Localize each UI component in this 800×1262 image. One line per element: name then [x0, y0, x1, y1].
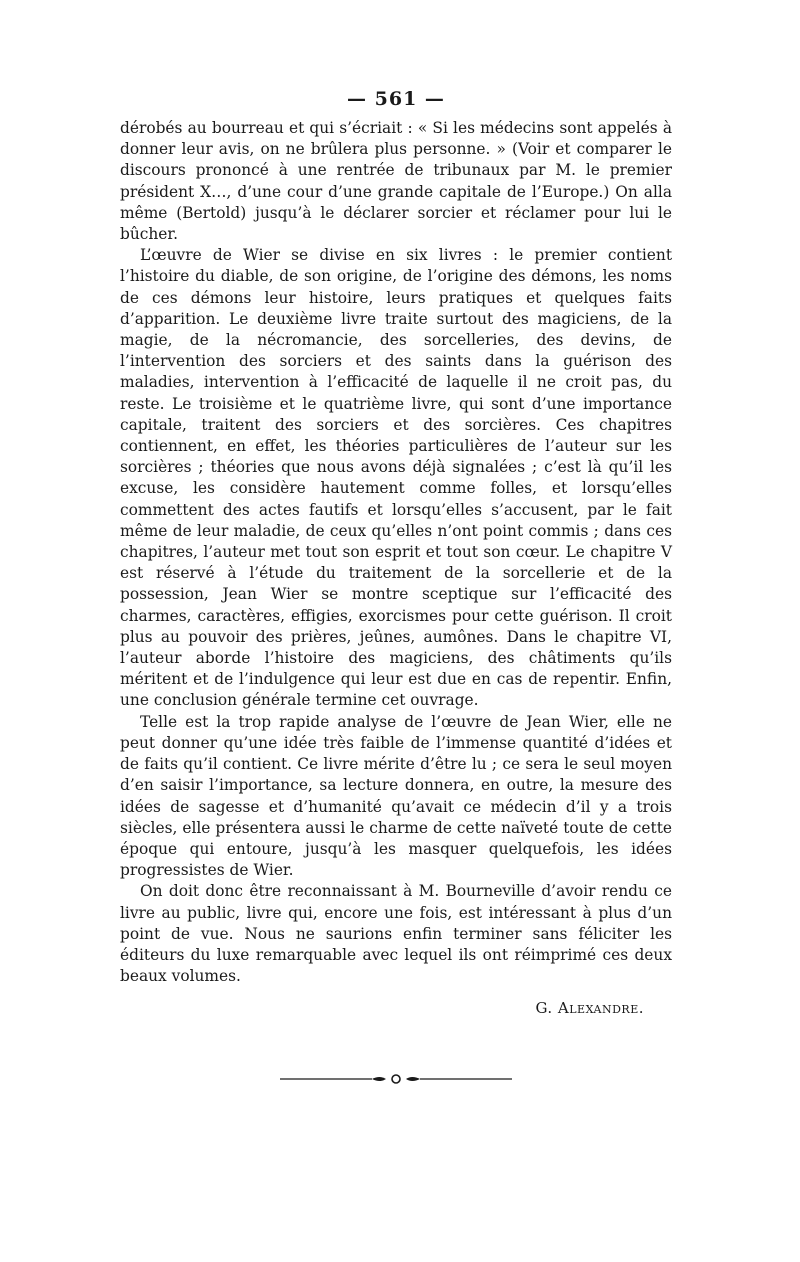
paragraph-1: dérobés au bourreau et qui s’écriait : « Si les médecins sont appelés à donner leur avis, on ne brûlera plus personne. » (Voir et comparer le discours prononcé à une rentrée de tribunaux par M. le premier président X…, d’une cour d’une grande capitale de l’Europe.) On alla même (Bertold) jusqu’à le déclarer sorcier et réclamer pour lui le bûcher. — [120, 119, 672, 244]
author-signature: G. Alexandre. — [535, 999, 644, 1018]
paragraph-3: Telle est la trop rapide analyse de l’œuvre de Jean Wier, elle ne peut donner qu’une idée très faible de l’immense quantité d’idées et de faits qu’il contient. Ce livre mérite d’être lu ; ce sera le seul moyen d’en saisir l’importance, sa lecture donnera, en outre, la mesure des idées de sagesse et d’humanité qu’avait ce médecin d’il y a trois siècles, elle présentera aussi le charme de cette naïveté toute de cette époque qui entoure, jusqu’à les masquer quelquefois, les idées progressistes de Wier. — [120, 712, 672, 880]
book-page — [120, 88, 672, 1085]
ornament-divider-icon — [276, 1073, 516, 1085]
page-number: — 561 — — [347, 88, 445, 110]
paragraph-4: On doit donc être reconnaissant à M. Bourneville d’avoir rendu ce livre au public, livre qui, encore une fois, est intéressant à plus d’un point de vue. Nous ne saurions enfin terminer sans féliciter les éditeurs du luxe remarquable avec lequel ils ont réimprimé ces deux beaux volumes. — [120, 882, 672, 986]
paragraph-2: L’œuvre de Wier se divise en six livres : le premier contient l’histoire du diable, de son origine, de l’origine des démons, les noms de ces démons leur histoire, leurs pratiques et quelques faits d’apparition. Le deuxième livre traite surtout des magiciens, de la magie, de la nécromancie, des sorcelleries, des devins, de l’intervention des sorciers et des saints dans la guérison des maladies, intervention à l’efficacité de laquelle il ne croit pas, du reste. Le troisième et le quatrième livre, qui sont d’une importance capitale, traitent des sorciers et des sorcières. Ces chapitres contiennent, en effet, les théories particulières de l’auteur sur les sorcières ; théories que nous avons déjà signalées ; c’est là qu’il les excuse, les considère hautement comme folles, et lorsqu’elles commettent des actes fautifs et lorsqu’elles s’accusent, par le fait même de leur maladie, de ceux qu’elles n’ont point commis ; dans ces chapitres, l’auteur met tout son esprit et tout son cœur. Le chapitre V est réservé à l’étude du traitement de la sorcellerie et de la possession, Jean Wier se montre sceptique sur l’efficacité des charmes, caractères, effigies, exorcismes pour cette guérison. Il croit plus au pouvoir des prières, jeûnes, aumônes. Dans le chapitre VI, l’auteur aborde l’histoire des magiciens, des châtiments qu’ils méritent et de l’indulgence qui leur est due en cas de repentir. Enfin, une conclusion générale termine cet ouvrage. — [120, 246, 672, 710]
